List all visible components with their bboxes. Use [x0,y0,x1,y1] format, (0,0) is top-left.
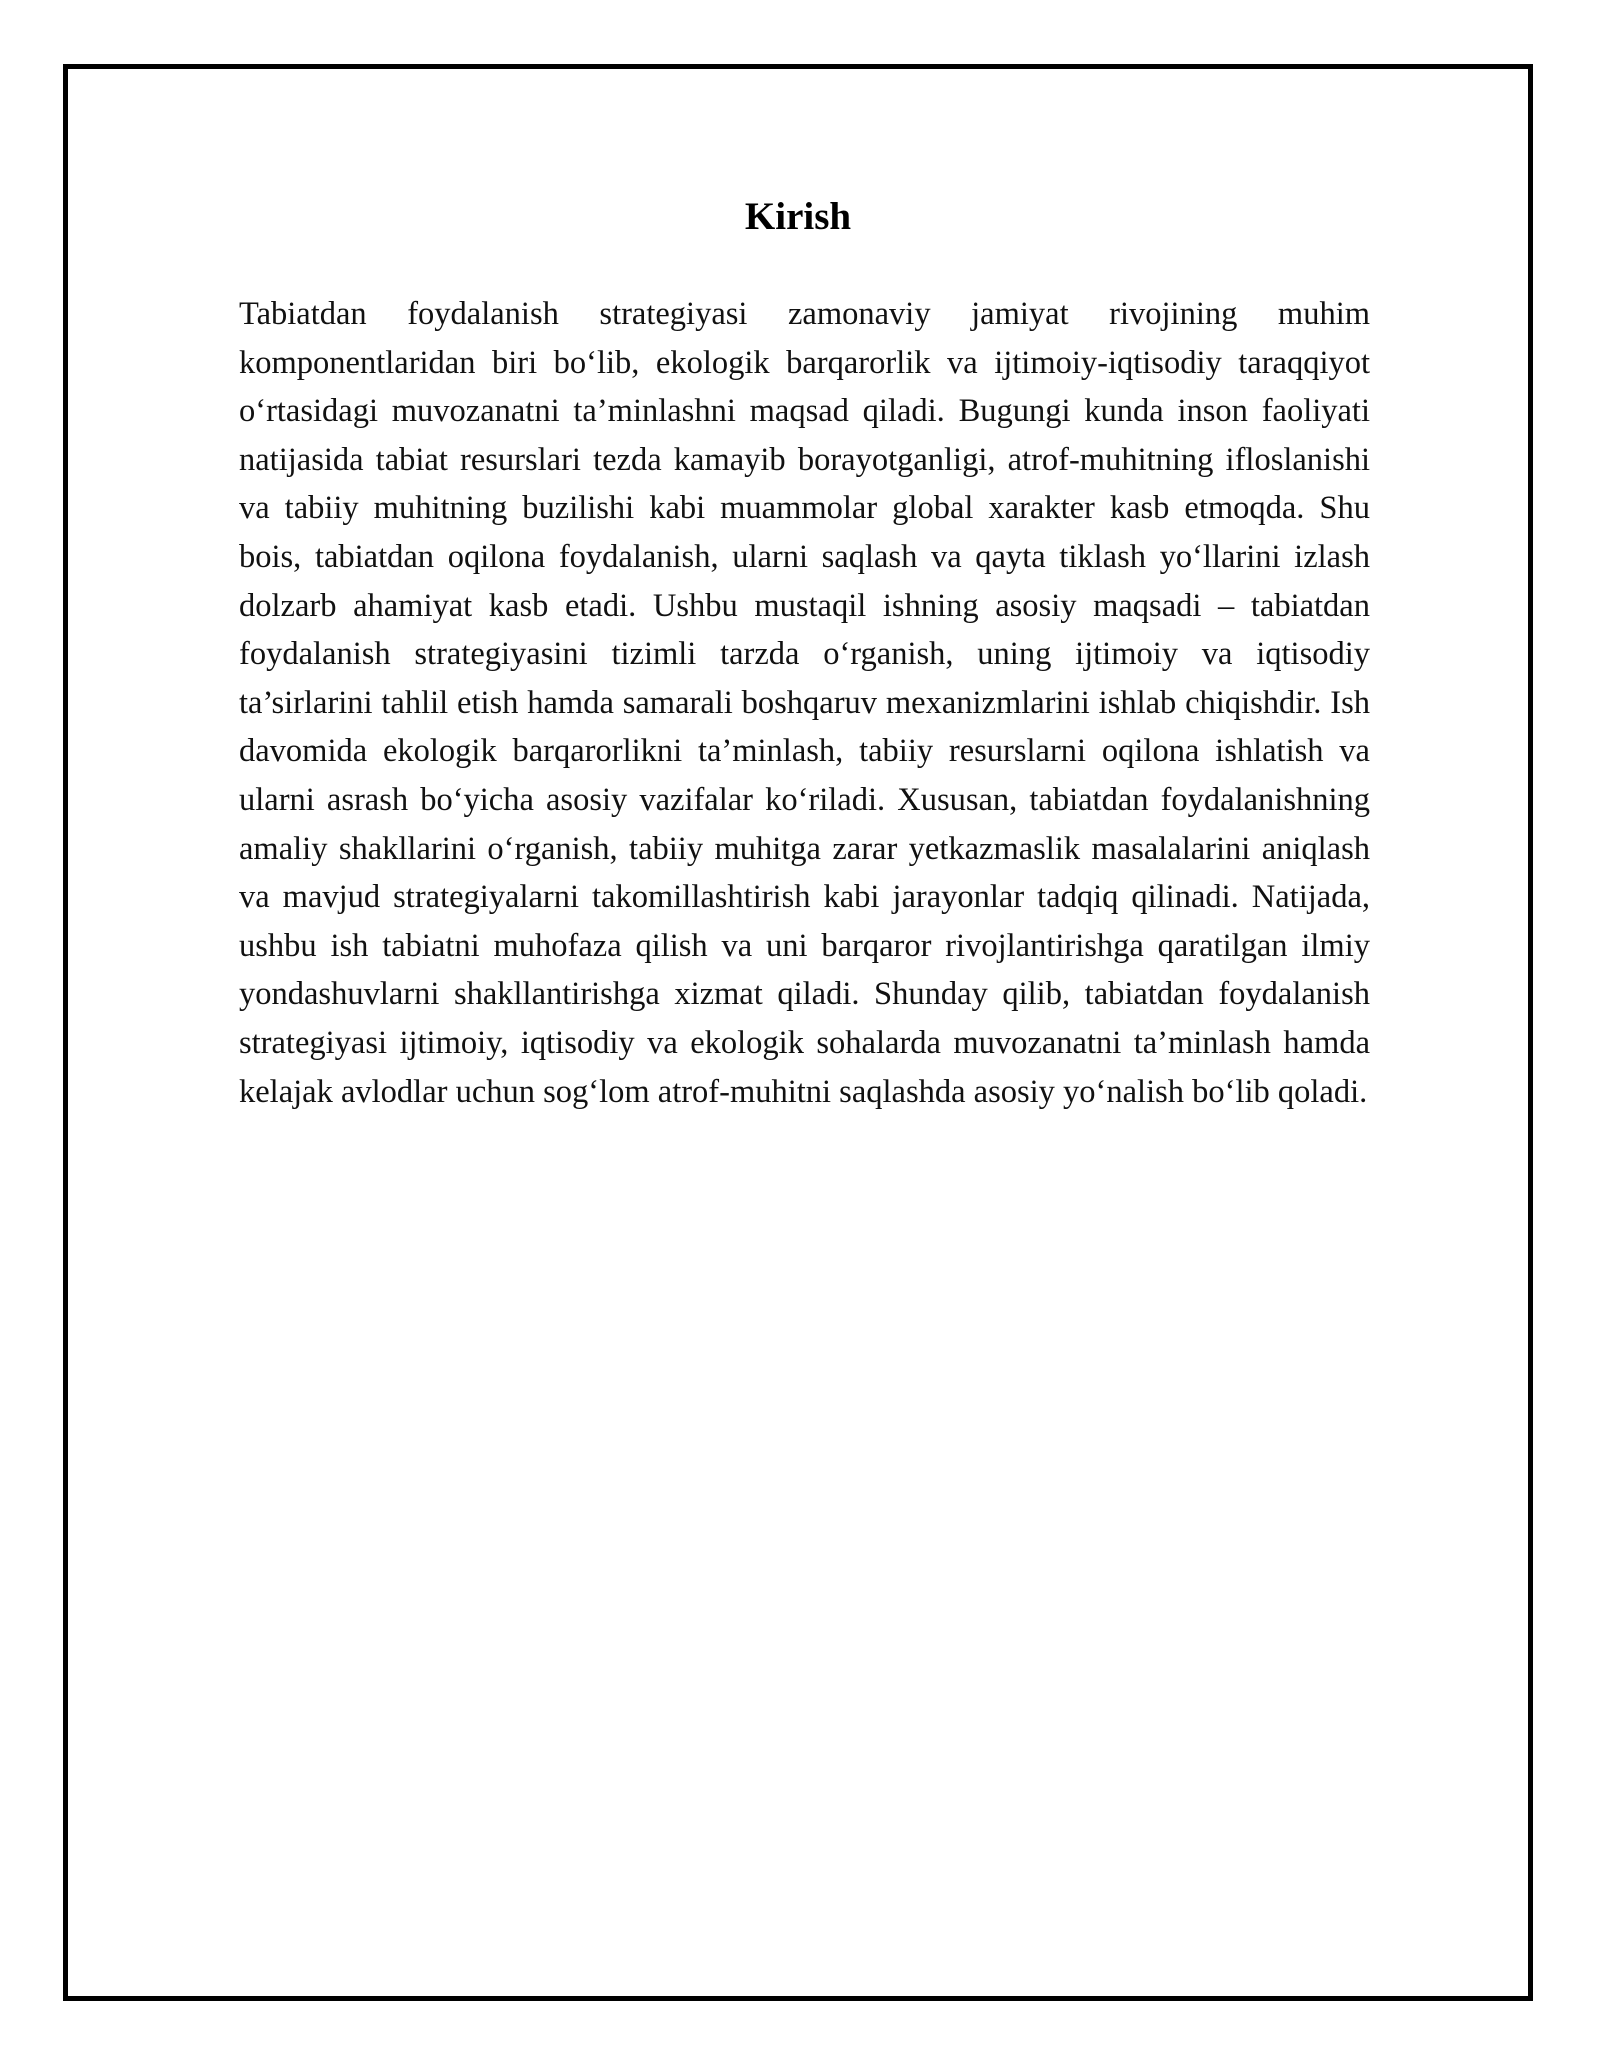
body-paragraph: Tabiatdan foydalanish strategiyasi zamonaviy jamiyat rivojining muhim komponentlaridan biri bo‘lib, ekologik barqarorlik va ijtimoiy-iqtisodiy taraqqiyot o‘rtasidagi muvozanatni ta’minlashni maqsad qiladi. Bugungi kunda inson faoliyati natijasida tabiat resurslari tezda kamayib borayotganligi, atrof-muhitning ifloslanishi va tabiiy muhitning buzilishi kabi muammolar global xarakter kasb etmoqda. Shu bois, tabiatdan oqilona foydalanish, ularni saqlash va qayta tiklash yo‘llarini izlash dolzarb ahamiyat kasb etadi. Ushbu mustaqil ishning asosiy maqsadi – tabiatdan foydalanish strategiyasini tizimli tarzda o‘rganish, uning ijtimoiy va iqtisodiy ta’sirlarini tahlil etish hamda samarali boshqaruv mexanizmlarini ishlab chiqishdir. Ish davomida ekologik barqarorlikni ta’minlash, tabiiy resurslarni oqilona ishlatish va ularni asrash bo‘yicha asosiy vazifalar ko‘riladi. Xususan, tabiatdan foydalanishning amaliy shakllarini o‘rganish, tabiiy muhitga zarar yetkazmaslik masalalarini aniqlash va mavjud strategiyalarni takomillashtirish kabi jarayonlar tadqiq qilinadi. Natijada, ushbu ish tabiatni muhofaza qilish va uni barqaror rivojlantirishga qaratilgan ilmiy yondashuvlarni shakllantirishga xizmat qiladi. Shunday qilib, tabiatdan foydalanish strategiyasi ijtimoiy, iqtisodiy va ekologik sohalarda muvozanatni ta’minlash hamda kelajak avlodlar uchun sog‘lom atrof-muhitni saqlashda asosiy yo‘nalish bo‘lib qoladi. [239,296,1370,1110]
page-title: Kirish [744,195,852,238]
page-frame [63,64,1533,2001]
